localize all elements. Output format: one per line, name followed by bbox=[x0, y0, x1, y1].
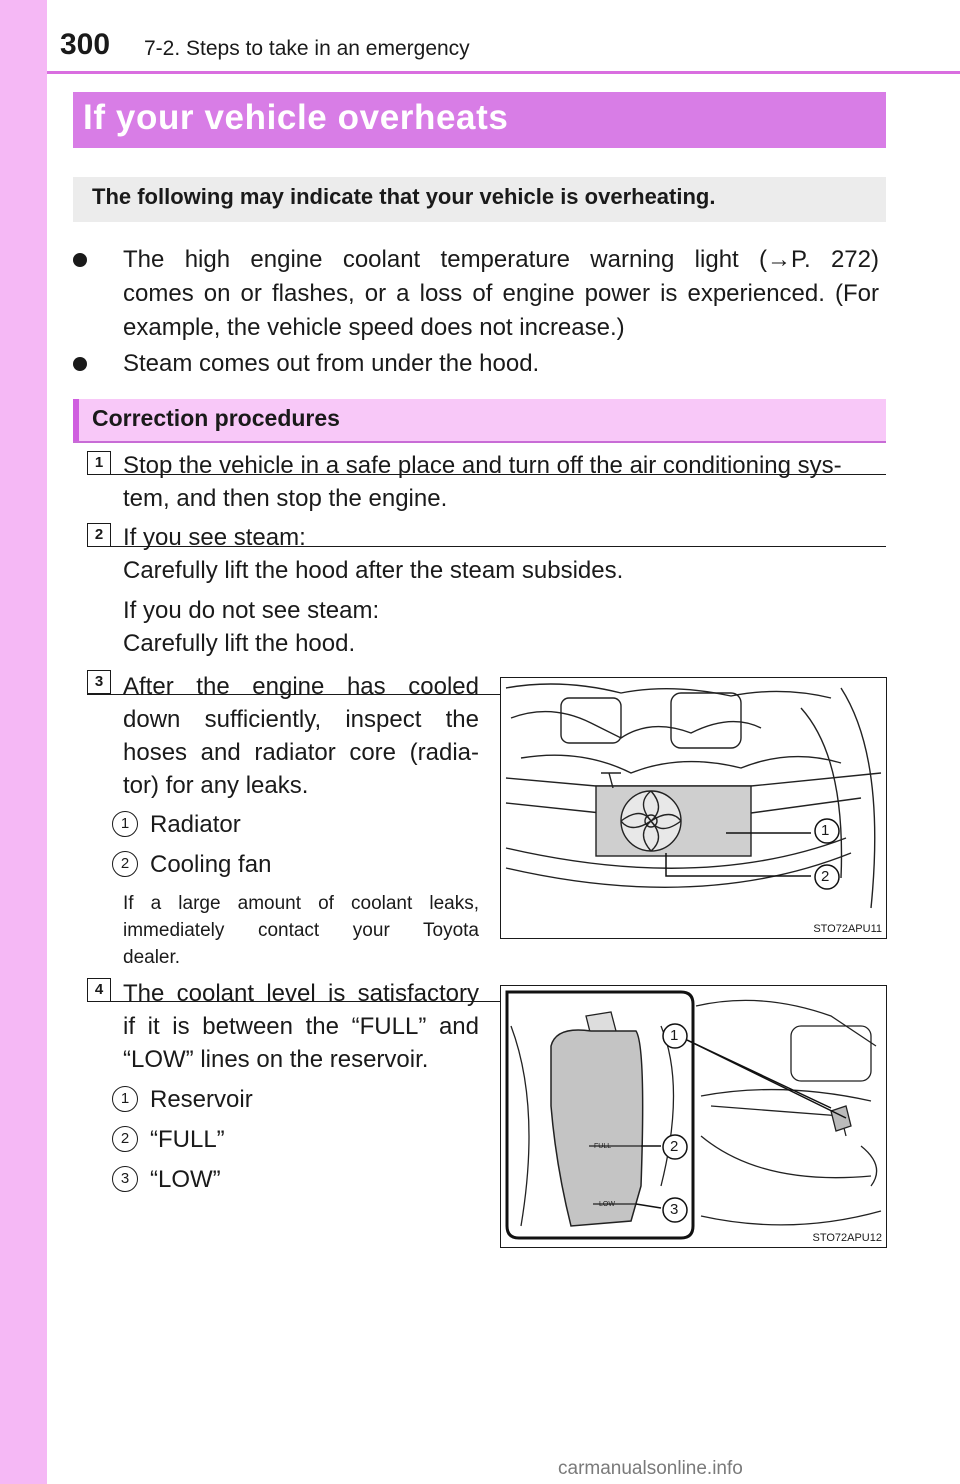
bullet-dot bbox=[73, 253, 87, 267]
callout-number: 2 bbox=[112, 1126, 138, 1152]
procedures-accent bbox=[73, 399, 79, 441]
figure-callout: 2 bbox=[670, 1138, 679, 1155]
section-title: 7-2. Steps to take in an emergency bbox=[144, 37, 470, 60]
intro-banner bbox=[73, 177, 886, 222]
step-text-line: “LOW” lines on the reservoir. bbox=[123, 1046, 429, 1073]
figure-callout: 1 bbox=[821, 822, 830, 839]
step-text-line: Stop the vehicle in a safe place and turn off the air conditioning sys- bbox=[123, 452, 842, 479]
step-text-line: If you do not see steam: bbox=[123, 597, 380, 624]
step-text-line: Carefully lift the hood. bbox=[123, 630, 356, 657]
step-text-line: tem, and then stop the engine. bbox=[123, 485, 448, 512]
callout-number: 1 bbox=[112, 811, 138, 837]
step-text-line: tor) for any leaks. bbox=[123, 772, 309, 799]
bullet-dot bbox=[73, 357, 87, 371]
callout-label: “LOW” bbox=[150, 1166, 221, 1193]
engine-bay-illustration bbox=[501, 678, 886, 938]
callout-label: “FULL” bbox=[150, 1126, 225, 1153]
bullet-line: The high engine coolant temperature warning light (→P. 272) bbox=[123, 246, 879, 273]
bullet-line: Steam comes out from under the hood. bbox=[123, 350, 540, 377]
step-text-line: The coolant level is satisfactory bbox=[123, 980, 479, 1007]
watermark: carmanualsonline.info bbox=[558, 1458, 743, 1479]
bullet-line: example, the vehicle speed does not increase.) bbox=[123, 314, 625, 341]
figure-code: STO72APU11 bbox=[813, 923, 882, 935]
note-line: If a large amount of coolant leaks, bbox=[123, 893, 479, 914]
callout-number: 2 bbox=[112, 851, 138, 877]
page-title: If your vehicle overheats bbox=[83, 98, 509, 137]
reservoir-figure bbox=[500, 985, 887, 1248]
callout-label: Reservoir bbox=[150, 1086, 253, 1113]
bullet-line: comes on or flashes, or a loss of engine power is experienced. (For bbox=[123, 280, 879, 307]
full-mark: FULL bbox=[594, 1143, 612, 1150]
low-mark: LOW bbox=[599, 1201, 615, 1208]
note-line: immediately contact your Toyota bbox=[123, 920, 479, 941]
reservoir-illustration bbox=[501, 986, 886, 1247]
procedures-banner bbox=[73, 399, 886, 443]
step-number-badge: 2 bbox=[87, 523, 111, 547]
title-banner bbox=[73, 92, 886, 148]
radiator-figure bbox=[500, 677, 887, 939]
step-number-badge: 3 bbox=[87, 670, 111, 694]
step-number-badge: 4 bbox=[87, 978, 111, 1002]
intro-text: The following may indicate that your vehicle is overheating. bbox=[92, 184, 716, 209]
step-text-line: hoses and radiator core (radia- bbox=[123, 739, 479, 766]
step-text-line: Carefully lift the hood after the steam subsides. bbox=[123, 557, 624, 584]
figure-callout: 1 bbox=[670, 1027, 679, 1044]
figure-code: STO72APU12 bbox=[812, 1232, 882, 1244]
side-tab bbox=[0, 0, 47, 1484]
figure-callout: 3 bbox=[670, 1201, 679, 1218]
figure-callout: 2 bbox=[821, 868, 830, 885]
header-rule bbox=[47, 71, 960, 74]
callout-number: 3 bbox=[112, 1166, 138, 1192]
callout-label: Radiator bbox=[150, 811, 241, 838]
procedures-title: Correction procedures bbox=[92, 405, 340, 431]
step-number-badge: 1 bbox=[87, 451, 111, 475]
step-text-line: if it is between the “FULL” and bbox=[123, 1013, 479, 1040]
callout-number: 1 bbox=[112, 1086, 138, 1112]
page-number: 300 bbox=[60, 28, 111, 61]
step-text-line: If you see steam: bbox=[123, 524, 306, 551]
note-line: dealer. bbox=[123, 947, 181, 968]
callout-label: Cooling fan bbox=[150, 851, 272, 878]
step-text-line: down sufficiently, inspect the bbox=[123, 706, 479, 733]
step-text-line: After the engine has cooled bbox=[123, 673, 479, 700]
